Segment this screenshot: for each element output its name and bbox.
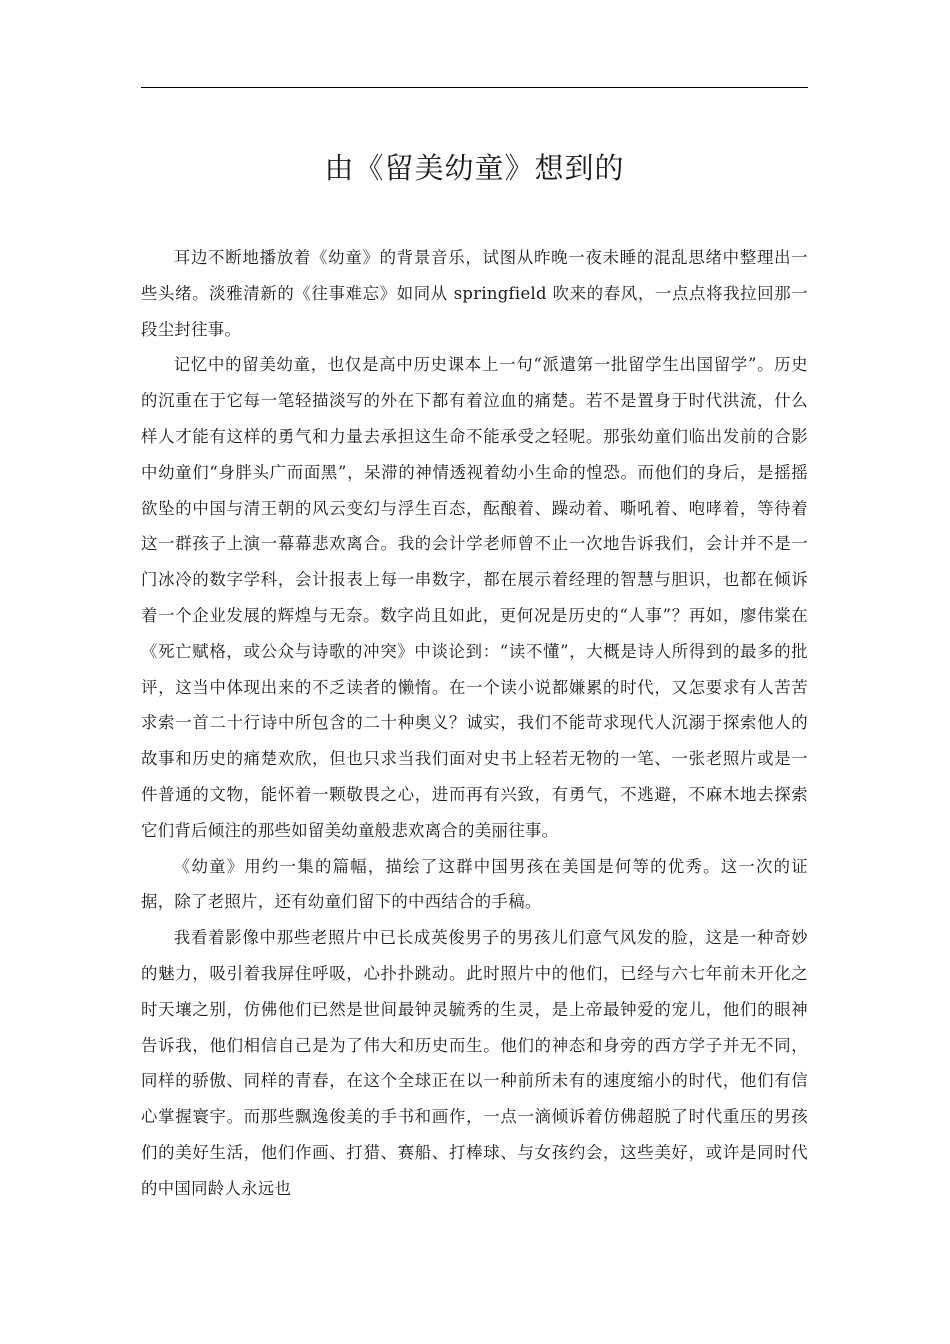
paragraph-4: 我看着影像中那些老照片中已长成英俊男子的男孩儿们意气风发的脸，这是一种奇妙的魅力，吸引着我屏住呼吸，心扑扑跳动。此时照片中的他们，已经与六七年前未开化之时天壤之别，仿佛他们已然是世间最钟灵毓秀的生灵，是上帝最钟爱的宠儿，他们的眼神告诉我，他们相信自己是为了伟大和历史而生。他们的神态和身旁的西方学子并无不同，同样的骄傲、同样的青春，在这个全球正在以一种前所未有的速度缩小的时代，他们有信心掌握寰宇。而那些飘逸俊美的手书和画作，一点一滴倾诉着仿佛超脱了时代重压的男孩们的美好生活，他们作画、打猎、赛船、打棒球、与女孩约会，这些美好，或许是同时代的中国同龄人永远也 <box>141 928 808 1198</box>
header-rule <box>141 87 808 88</box>
page-title: 由《留美幼童》想到的 <box>324 151 625 185</box>
article-body <box>141 240 808 1207</box>
paragraph-1: 耳边不断地播放着《幼童》的背景音乐，试图从昨晚一夜未睡的混乱思绪中整理出一些头绪。淡雅清新的《往事难忘》如同从 springfield 吹来的春风，一点点将我拉回那一段尘封往事。 <box>141 248 808 339</box>
paragraph-2: 记忆中的留美幼童，也仅是高中历史课本上一句“派遣第一批留学生出国留学”。历史的沉重在于它每一笔轻描淡写的外在下都有着泣血的痛楚。若不是置身于时代洪流，什么样人才能有这样的勇气和力量去承担这生命不能承受之轻呢。那张幼童们临出发前的合影中幼童们“身胖头广而面黑”，呆滞的神情透视着幼小生命的惶恐。而他们的身后，是摇摇欲坠的中国与清王朝的风云变幻与浮生百态，酝酿着、躁动着、嘶吼着、咆哮着，等待着这一群孩子上演一幕幕悲欢离合。我的会计学老师曾不止一次地告诉我们，会计并不是一门冰冷的数字学科，会计报表上每一串数字，都在展示着经理的智慧与胆识，也都在倾诉着一个企业发展的辉煌与无奈。数字尚且如此，更何况是历史的“人事”？再如，廖伟棠在《死亡赋格，或公众与诗歌的冲突》中谈论到：“读不懂”，大概是诗人所得到的最多的批评，这当中体现出来的不乏读者的懒惰。在一个读小说都嫌累的时代，又怎要求有人苦苦求索一首二十行诗中所包含的二十种奥义？诚实，我们不能苛求现代人沉溺于探索他人的故事和历史的痛楚欢欣，但也只求当我们面对史书上轻若无物的一笔、一张老照片或是一件普通的文物，能怀着一颗敬畏之心，进而再有兴致，有勇气，不逃避，不麻木地去探索它们背后倾注的那些如留美幼童般悲欢离合的美丽往事。 <box>141 355 808 840</box>
paragraph-3: 《幼童》用约一集的篇幅，描绘了这群中国男孩在美国是何等的优秀。这一次的证据，除了老照片，还有幼童们留下的中西结合的手稿。 <box>141 856 808 912</box>
